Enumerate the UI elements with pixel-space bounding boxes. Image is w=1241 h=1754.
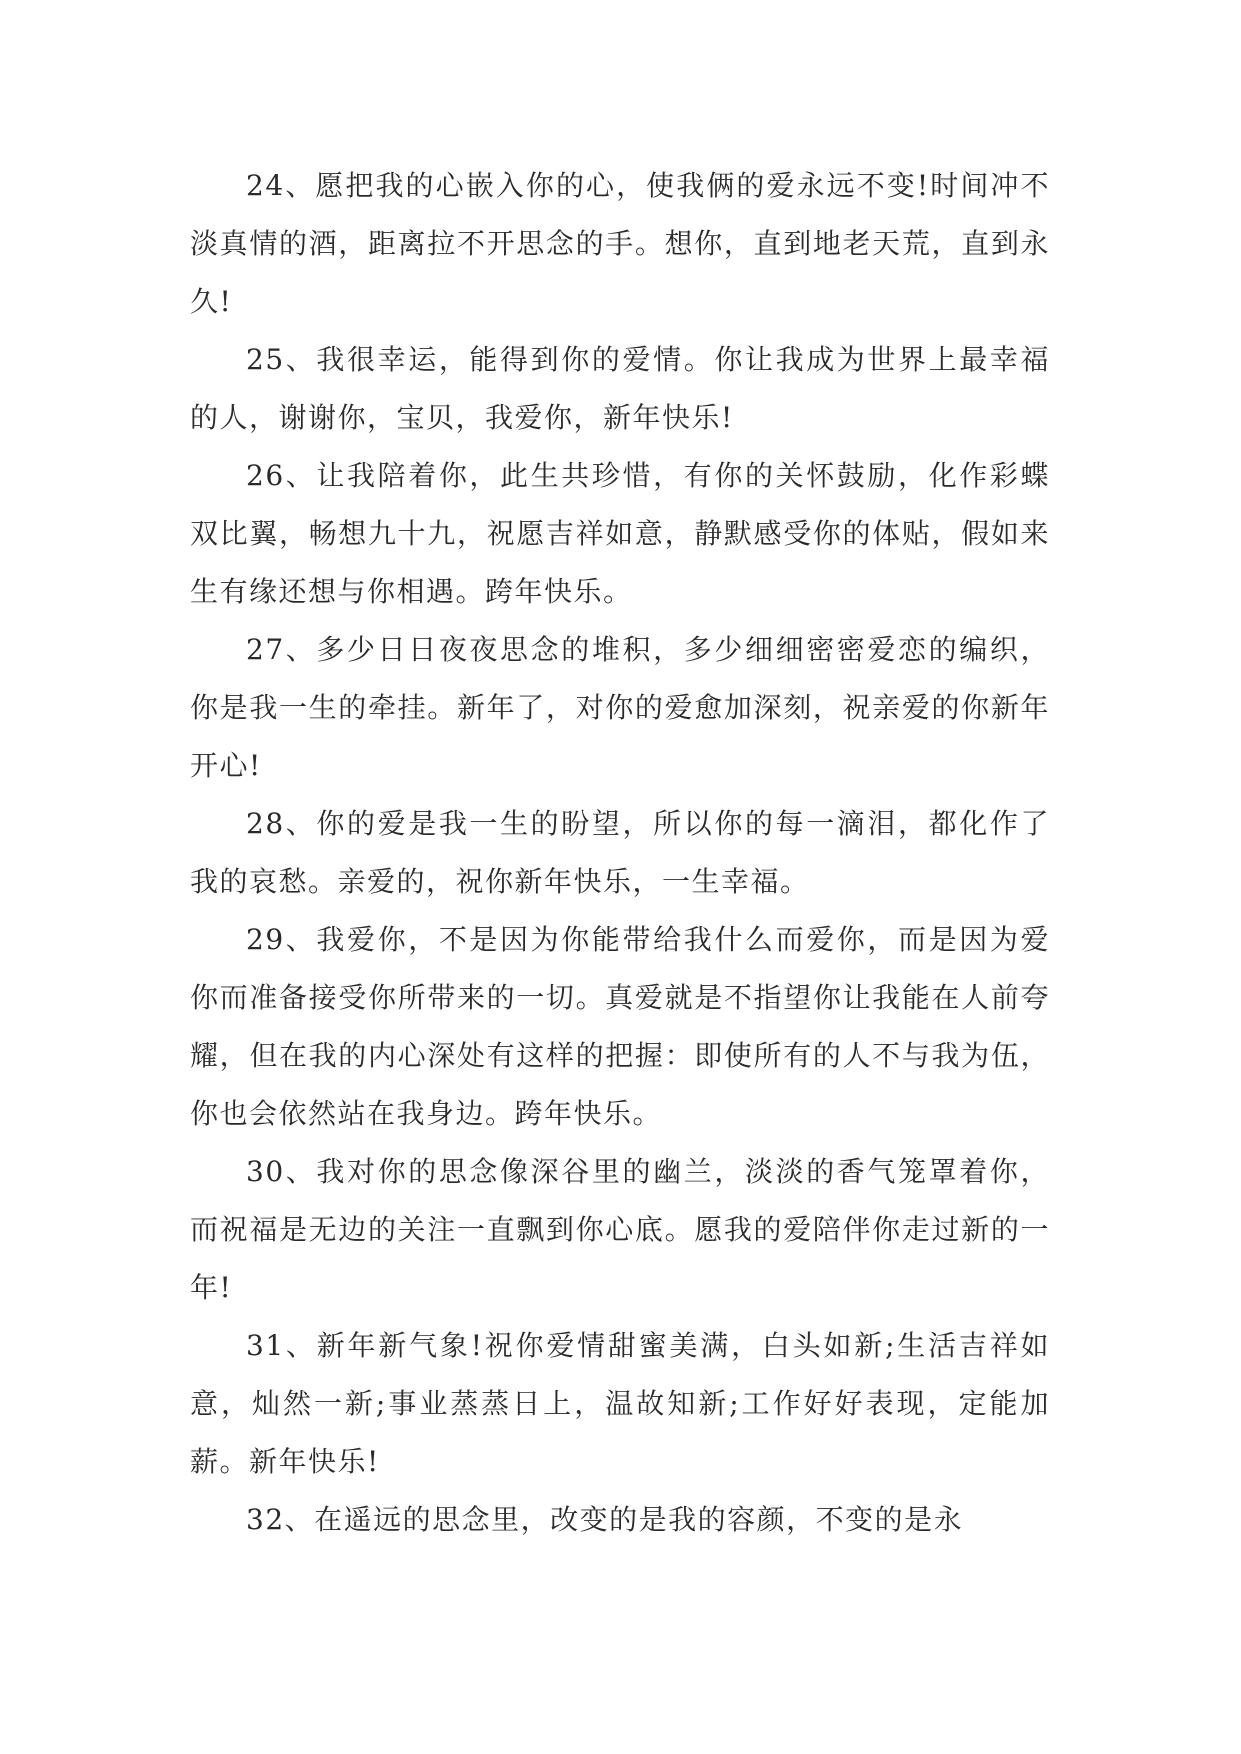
paragraph-25: 25、我很幸运，能得到你的爱情。你让我成为世界上最幸福的人，谢谢你，宝贝，我爱你，新年快乐! bbox=[190, 343, 1050, 434]
document-body bbox=[190, 157, 1050, 1549]
paragraph-29: 29、我爱你，不是因为你能带给我什么而爱你，而是因为爱你而准备接受你所带来的一切。真爱就是不指望你让我能在人前夸耀，但在我的内心深处有这样的把握：即使所有的人不与我为伍，你也会依然站在我身边。跨年快乐。 bbox=[190, 923, 1050, 1130]
paragraph-27: 27、多少日日夜夜思念的堆积，多少细细密密爱恋的编织，你是我一生的牵挂。新年了，对你的爱愈加深刻，祝亲爱的你新年开心! bbox=[190, 633, 1050, 782]
paragraph-26: 26、让我陪着你，此生共珍惜，有你的关怀鼓励，化作彩蝶双比翼，畅想九十九，祝愿吉祥如意，静默感受你的体贴，假如来生有缘还想与你相遇。跨年快乐。 bbox=[190, 459, 1050, 608]
paragraph-32: 32、在遥远的思念里，改变的是我的容颜，不变的是永 bbox=[246, 1503, 964, 1536]
paragraph-28: 28、你的爱是我一生的盼望，所以你的每一滴泪，都化作了我的哀愁。亲爱的，祝你新年快乐，一生幸福。 bbox=[190, 807, 1050, 898]
paragraph-30: 30、我对你的思念像深谷里的幽兰，淡淡的香气笼罩着你，而祝福是无边的关注一直飘到你心底。愿我的爱陪伴你走过新的一年! bbox=[190, 1155, 1050, 1304]
paragraph-24: 24、愿把我的心嵌入你的心，使我俩的爱永远不变!时间冲不淡真情的酒，距离拉不开思念的手。想你，直到地老天荒，直到永久! bbox=[190, 169, 1050, 318]
paragraph-31: 31、新年新气象!祝你爱情甜蜜美满，白头如新;生活吉祥如意，灿然一新;事业蒸蒸日上，温故知新;工作好好表现，定能加薪。新年快乐! bbox=[190, 1329, 1050, 1478]
